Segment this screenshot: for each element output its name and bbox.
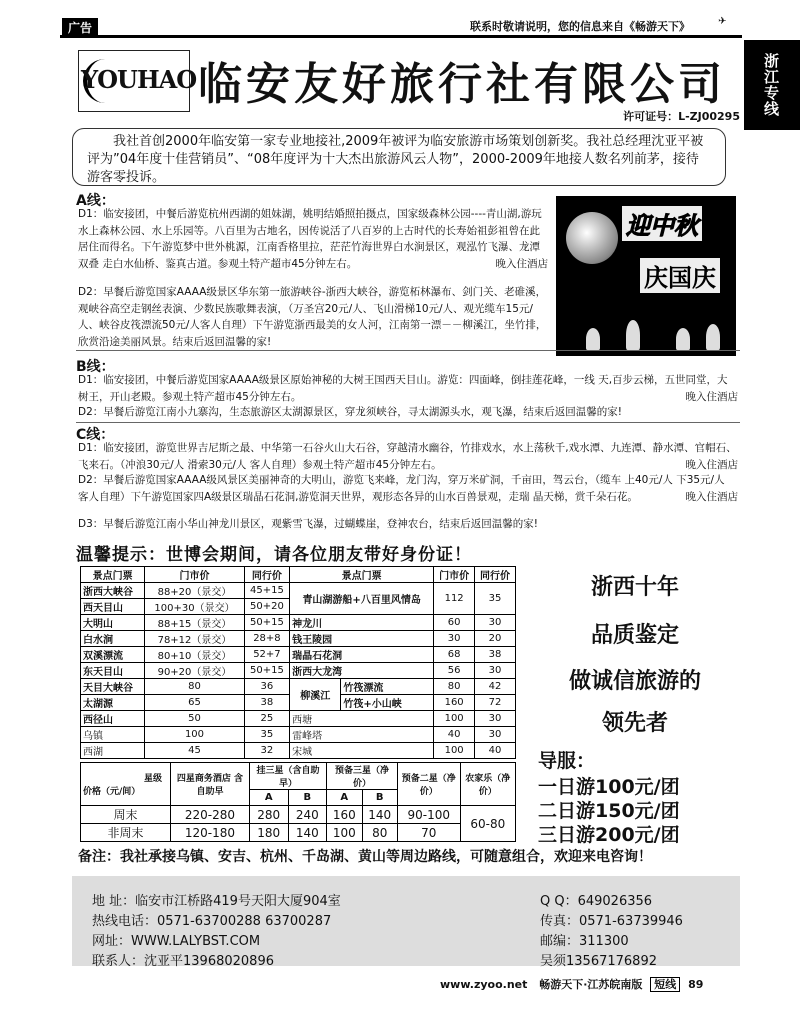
table-cell: 38 [244, 695, 289, 711]
contact-block [72, 876, 740, 969]
table-cell: 30 [475, 615, 516, 631]
table-cell: 160 [434, 695, 475, 711]
lotus-icon [676, 328, 690, 350]
header-cell: 预备三星（净价） [327, 763, 398, 790]
website[interactable]: 网址：WWW.LALYBST.COM [92, 934, 261, 949]
route-c-day3: D3：早餐后游览江南小华山神龙川景区，观紫雪飞瀑，过蝴蝶崖，登神农台，结束后返回温馨的家! [78, 518, 538, 530]
header-cell: A [327, 790, 362, 806]
table-cell: 280 [249, 806, 288, 824]
table-cell: 100 [327, 824, 362, 842]
header-cell: 景点门票 [81, 567, 145, 583]
table-cell: 30 [475, 727, 516, 743]
slogan-line: 品质鉴定 [590, 623, 679, 648]
route-c-day2-text: D2：早餐后游览国家AAAA级风景区美丽神奇的大明山，游览飞来峰，龙门沟，穿万米矿洞，千亩田，驾云台，（缆车 上40元/人 下35元/人 客人自理）下午游览国家四A级景区瑞晶石花洞,游览洞天世界，观形态各异的山水百兽景观，走瑞 晶天梯，赏千朵石花。 [78, 474, 725, 503]
footer-edition: 畅游天下·江苏皖南版 [539, 978, 643, 991]
table-row [81, 583, 516, 599]
guide-line: 一日游100元/团 [538, 776, 680, 798]
remark: 备注：我社承接乌镇、安吉、杭州、千岛湖、黄山等周边路线，可随意组合，欢迎来电咨询！ [78, 849, 652, 865]
table-cell: 35 [475, 583, 516, 615]
table-cell: 36 [244, 679, 289, 695]
table-cell: 柳溪江 [290, 679, 341, 711]
lotus-icon [626, 320, 640, 350]
route-c-title: C线： [76, 427, 115, 443]
footer [440, 976, 703, 992]
table-cell: 西径山 [81, 711, 145, 727]
table-cell: 50+15 [244, 663, 289, 679]
table-row [81, 615, 516, 631]
route-b-day1-text: D1：临安接团，中餐后游览国家AAAA级景区原始神秘的大树王国西天目山。游览：四面峰，倒挂莲花峰，一线 天,百步云梯，五世同堂，大树王，开山老殿。参观土特产超市45分钟左右。 [78, 374, 728, 403]
table-cell: 竹筏漂流 [341, 679, 434, 695]
route-c-day1 [78, 440, 738, 473]
table-cell: 天目大峡谷 [81, 679, 145, 695]
table-cell: 非周末 [81, 824, 171, 842]
table-cell: 180 [249, 824, 288, 842]
table-cell: 宋城 [290, 743, 434, 759]
table-cell: 140 [362, 806, 397, 824]
table-cell: 30 [475, 711, 516, 727]
route-c-day1-stay: 晚入住酒店 [685, 458, 738, 471]
route-a-day1-text: D1：临安接团，中餐后游览杭州西湖的姐妹湖，姚明结婚照拍摄点，国家级森林公园----青山湖,游玩水上森林公园、水上乐园等。八百里为古地名，因传说活了八百岁的上古时代的长寿始祖彭祖曾在此居住而得名。下午游览梦中世外桃源，江南香格里拉，茫茫竹海世界白水涧景区，观泓竹飞瀑、龙潭双叠 走白水仙桥、鉴真古道。参观土特产超市45分钟左右。 [78, 208, 542, 270]
guide-title: 导服： [538, 750, 596, 772]
table-cell: 30 [475, 663, 516, 679]
table-cell: 30 [434, 631, 475, 647]
table-cell: 大明山 [81, 615, 145, 631]
route-c-day1-text: D1：临安接团，游览世界吉尼斯之最、中华第一石谷火山大石谷，穿越清水幽谷，竹排戏水，水上荡秋千,戏水潭、九连潭、静水潭、官帽石、飞来石。（冲浪30元/人 滑索30元/人 客人自理）参观土特产超市45分钟左右。 [78, 442, 737, 471]
table-cell: 太湖源 [81, 695, 145, 711]
hotel-table [80, 762, 516, 842]
table-cell: 160 [327, 806, 362, 824]
side-tab: 浙江专线 [744, 40, 800, 130]
table-cell: 80 [362, 824, 397, 842]
company-logo [78, 50, 197, 112]
table-cell: 周末 [81, 806, 171, 824]
table-cell: 220-280 [171, 806, 250, 824]
table-cell: 60 [434, 615, 475, 631]
table-cell: 72 [475, 695, 516, 711]
route-c-day2 [78, 472, 738, 505]
table-cell: 100 [145, 727, 245, 743]
table-cell: 56 [434, 663, 475, 679]
table-cell: 100 [434, 711, 475, 727]
corner-bottom: 价格（元/间） [83, 787, 141, 797]
hotline: 热线电话：0571-63700288 63700287 [92, 914, 332, 929]
header-cell: B [362, 790, 397, 806]
table-header-row [81, 763, 516, 790]
header-cell: 同行价 [244, 567, 289, 583]
table-cell: 80 [145, 679, 245, 695]
table-cell: 50 [145, 711, 245, 727]
table-cell: 100+30（景交） [145, 599, 245, 615]
guide-line: 二日游150元/团 [538, 800, 680, 822]
table-row [81, 824, 516, 842]
table-row [81, 806, 516, 824]
route-b-day2: D2：早餐后游览江南小九寨沟，生态旅游区太湖源景区，穿龙须峡谷，寻太湖源头水，观飞瀑，结束后返回温馨的家! [78, 406, 622, 418]
route-b-title: B线： [76, 359, 115, 375]
corner-cell [81, 763, 171, 806]
route-a-day1-stay: 晚入住酒店 [495, 257, 548, 270]
table-cell: 32 [244, 743, 289, 759]
table-cell: 45 [145, 743, 245, 759]
company-name: 临安友好旅行社有限公司 [198, 59, 726, 110]
table-row [81, 743, 516, 759]
footer-tag: 短线 [650, 977, 680, 992]
license-number: 许可证号：L-ZJ00295 [623, 110, 740, 123]
top-bar [0, 0, 800, 40]
slogan-line: 领先者 [601, 711, 668, 736]
table-cell: 西湖 [81, 743, 145, 759]
header-cell: 农家乐（净价） [460, 763, 515, 806]
table-cell: 35 [244, 727, 289, 743]
header-cell: B [288, 790, 327, 806]
table-cell: 雷峰塔 [290, 727, 434, 743]
footer-site[interactable]: www.zyoo.net [440, 978, 528, 991]
table-cell: 50+15 [244, 615, 289, 631]
brand-logo: ✈ [718, 16, 727, 27]
contact-person: 联系人：沈亚平13968020896 [92, 954, 274, 969]
table-cell: 东天目山 [81, 663, 145, 679]
table-header-row [81, 567, 516, 583]
logo-text: YOUHAO [81, 65, 197, 94]
tips: 温馨提示：世博会期间，请各位朋友带好身份证！ [76, 545, 472, 565]
table-cell: 78+12（景交） [145, 631, 245, 647]
table-cell: 西塘 [290, 711, 434, 727]
table-cell: 45+15 [244, 583, 289, 599]
slogan-line: 浙西十年 [590, 575, 679, 600]
header-cell: 景点门票 [290, 567, 434, 583]
table-row [81, 727, 516, 743]
staff: 吴须13567176892 [540, 954, 657, 969]
table-row [81, 679, 516, 695]
table-cell: 西天目山 [81, 599, 145, 615]
table-cell: 70 [397, 824, 460, 842]
route-a-day1 [78, 206, 548, 272]
route-a-title: A线： [76, 193, 115, 209]
moon-icon [566, 212, 618, 264]
table-cell: 青山湖游船+八百里风情岛 [290, 583, 434, 615]
table-row [81, 711, 516, 727]
table-cell: 28+8 [244, 631, 289, 647]
table-cell: 20 [475, 631, 516, 647]
guide-line: 三日游200元/团 [538, 824, 680, 846]
ticket-table [80, 566, 516, 759]
table-cell: 68 [434, 647, 475, 663]
qq: Q Q：649026356 [540, 894, 653, 909]
header [72, 42, 740, 124]
table-cell: 52+7 [244, 647, 289, 663]
table-cell: 120-180 [171, 824, 250, 842]
slogan-line: 做诚信旅游的 [568, 669, 701, 694]
table-cell: 白水涧 [81, 631, 145, 647]
table-cell: 100 [434, 743, 475, 759]
table-cell: 钱王陵园 [290, 631, 434, 647]
page-number: 89 [688, 978, 704, 991]
route-a-day2: D2：早餐后游览国家AAAA级景区华东第一旅游峡谷-浙西大峡谷，游览柘林瀑布、剑门关、老碓溪，观峡谷高空走钢丝表演、少数民族歌舞表演，（万圣宫20元/人、飞山滑梯10元/人、观光缆车15元/人、峡谷皮筏漂流50元/人客人自理）下午游览浙西最美的女人河，江南第一漂－－柳溪江，坐竹排，欣赏沿途美丽风景。结束后返回温馨的家! [78, 286, 547, 348]
table-cell: 88+15（景交） [145, 615, 245, 631]
lotus-icon [706, 324, 720, 350]
table-cell: 140 [288, 824, 327, 842]
divider [76, 350, 740, 351]
lotus-icon [586, 328, 600, 350]
table-cell: 42 [475, 679, 516, 695]
route-b-day1-stay: 晚入住酒店 [685, 390, 738, 403]
header-cell: 预备二星（净价） [397, 763, 460, 806]
ad-tag: 广告 [62, 18, 98, 37]
header-cell: 门市价 [434, 567, 475, 583]
table-cell: 瑞晶石花洞 [290, 647, 434, 663]
header-cell: 门市价 [145, 567, 245, 583]
table-cell: 50+20 [244, 599, 289, 615]
table-cell: 65 [145, 695, 245, 711]
table-cell: 80+10（景交） [145, 647, 245, 663]
table-cell: 乌镇 [81, 727, 145, 743]
table-cell: 38 [475, 647, 516, 663]
table-cell: 88+20（景交） [145, 583, 245, 599]
table-cell: 浙西大龙湾 [290, 663, 434, 679]
table-cell: 神龙川 [290, 615, 434, 631]
festival-line1: 迎中秋 [622, 206, 702, 241]
header-cell: 四星商务酒店 含自助早 [171, 763, 250, 806]
top-rule [60, 35, 742, 38]
table-row [81, 663, 516, 679]
table-row [81, 631, 516, 647]
table-cell: 80 [434, 679, 475, 695]
table-cell: 25 [244, 711, 289, 727]
table-cell: 60-80 [460, 806, 515, 842]
postcode: 邮编：311300 [540, 934, 629, 949]
route-c-day2-stay: 晚入住酒店 [685, 490, 738, 503]
table-cell: 90+20（景交） [145, 663, 245, 679]
top-notice: 联系时敬请说明，您的信息来自《畅游天下》 [470, 20, 690, 33]
route-b-day1 [78, 372, 738, 405]
table-cell: 竹筏+小山峡 [341, 695, 434, 711]
table-cell: 112 [434, 583, 475, 615]
festival-image [556, 196, 736, 356]
table-cell: 40 [434, 727, 475, 743]
festival-line2: 庆国庆 [640, 258, 720, 293]
table-cell: 240 [288, 806, 327, 824]
table-cell: 双溪漂流 [81, 647, 145, 663]
table-cell: 浙西大峡谷 [81, 583, 145, 599]
table-cell: 40 [475, 743, 516, 759]
address: 地 址：临安市江桥路419号天阳大厦904室 [92, 894, 341, 909]
table-row [81, 647, 516, 663]
intro-box: 我社首创2000年临安第一家专业地接社,2009年被评为临安旅游市场策划创新奖。我社总经理沈亚平被评为”04年度十佳营销员”、“08年度评为十大杰出旅游风云人物”，2000-2009年地接人数名列前茅，接待游客零投诉。 [72, 128, 726, 186]
table-cell: 90-100 [397, 806, 460, 824]
header-cell: 同行价 [475, 567, 516, 583]
header-cell: 挂三星（含自助早） [249, 763, 326, 790]
corner-top: 星级 [143, 774, 162, 784]
divider [76, 422, 740, 423]
header-cell: A [249, 790, 288, 806]
fax: 传真：0571-63739946 [540, 914, 683, 929]
